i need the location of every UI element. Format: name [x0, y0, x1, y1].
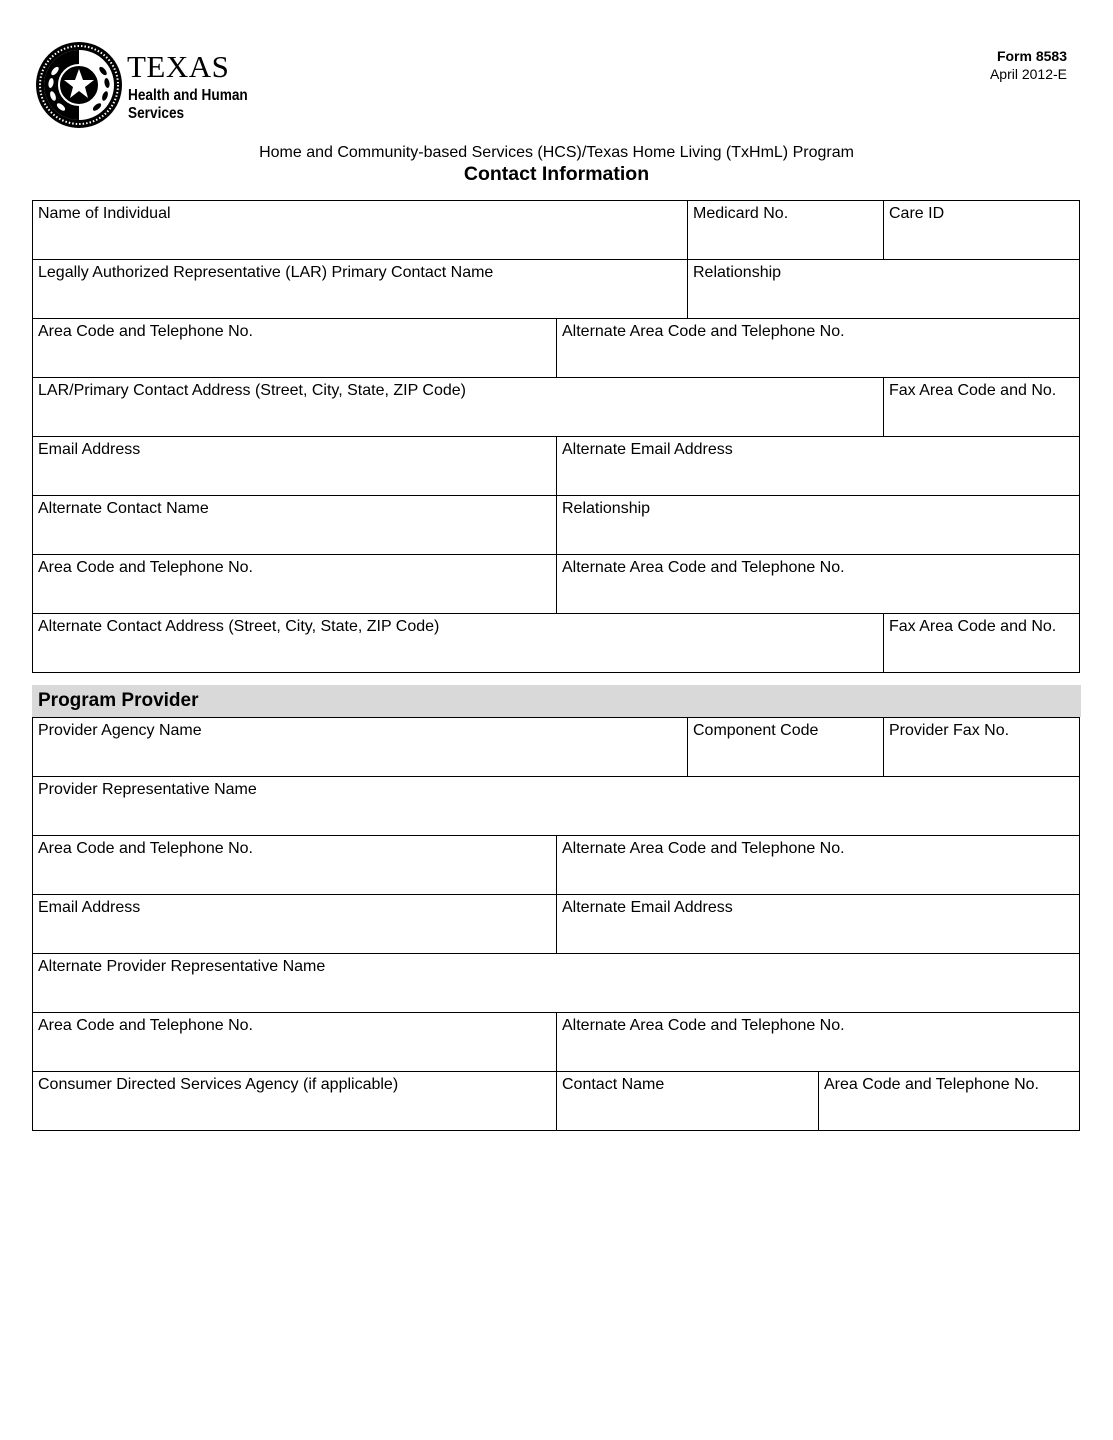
field-lar-primary-contact-name[interactable]: Legally Authorized Representative (LAR) Primary Contact Name: [32, 260, 687, 318]
field-provider-email[interactable]: Email Address: [32, 895, 556, 953]
field-provider-alt-email[interactable]: Alternate Email Address: [556, 895, 1080, 953]
field-provider-alt-telephone[interactable]: Alternate Area Code and Telephone No.: [556, 836, 1080, 894]
field-alt-provider-representative-name[interactable]: Alternate Provider Representative Name: [32, 954, 1080, 1012]
field-alt-contact-relationship[interactable]: Relationship: [556, 496, 1080, 554]
field-cds-agency[interactable]: Consumer Directed Services Agency (if applicable): [32, 1072, 556, 1130]
field-alt-contact-address[interactable]: Alternate Contact Address (Street, City, State, ZIP Code): [32, 614, 883, 672]
table-row: [32, 718, 1080, 777]
field-alt-contact-alt-telephone[interactable]: Alternate Area Code and Telephone No.: [556, 555, 1080, 613]
field-provider-representative-name[interactable]: Provider Representative Name: [32, 777, 1080, 835]
agency-logo: [35, 41, 265, 131]
field-lar-address[interactable]: LAR/Primary Contact Address (Street, City, State, ZIP Code): [32, 378, 883, 436]
program-name: Home and Community-based Services (HCS)/Texas Home Living (TxHmL) Program: [259, 144, 854, 161]
field-lar-telephone[interactable]: Area Code and Telephone No.: [32, 319, 556, 377]
field-cds-contact-name[interactable]: Contact Name: [556, 1072, 818, 1130]
field-alt-provider-telephone[interactable]: Area Code and Telephone No.: [32, 1013, 556, 1071]
table-row: [32, 836, 1080, 895]
field-cds-telephone[interactable]: Area Code and Telephone No.: [818, 1072, 1080, 1130]
table-row: [32, 201, 1080, 260]
form-date: April 2012-E: [989, 66, 1067, 82]
field-lar-alt-email[interactable]: Alternate Email Address: [556, 437, 1080, 495]
table-row: [32, 496, 1080, 555]
table-row: [32, 555, 1080, 614]
contact-info-table: [32, 200, 1080, 673]
logo-line-3: Services: [128, 105, 185, 122]
field-lar-email[interactable]: Email Address: [32, 437, 556, 495]
form-number: Form 8583: [996, 48, 1067, 64]
table-row: [32, 954, 1080, 1013]
table-row: [32, 319, 1080, 378]
field-lar-alt-telephone[interactable]: Alternate Area Code and Telephone No.: [556, 319, 1080, 377]
form-identifier: [990, 47, 1067, 83]
section-heading-program-provider: Program Provider: [32, 685, 1081, 717]
table-row: [32, 378, 1080, 437]
field-component-code[interactable]: Component Code: [687, 718, 883, 776]
field-alt-contact-name[interactable]: Alternate Contact Name: [32, 496, 556, 554]
field-lar-fax[interactable]: Fax Area Code and No.: [883, 378, 1080, 436]
table-row: [32, 614, 1080, 673]
table-row: [32, 437, 1080, 496]
field-provider-fax[interactable]: Provider Fax No.: [883, 718, 1080, 776]
texas-seal-icon: [35, 41, 123, 129]
table-row: [32, 1072, 1080, 1131]
field-provider-telephone[interactable]: Area Code and Telephone No.: [32, 836, 556, 894]
logo-texas-text: TEXAS: [127, 49, 230, 84]
table-row: [32, 1013, 1080, 1072]
field-care-id[interactable]: Care ID: [883, 201, 1080, 259]
program-provider-table: [32, 717, 1080, 1131]
field-lar-relationship[interactable]: Relationship: [687, 260, 1080, 318]
field-name-of-individual[interactable]: Name of Individual: [32, 201, 687, 259]
field-alt-contact-telephone[interactable]: Area Code and Telephone No.: [32, 555, 556, 613]
field-medicard-no[interactable]: Medicard No.: [687, 201, 883, 259]
page-title: Contact Information: [463, 163, 650, 185]
field-alt-provider-alt-telephone[interactable]: Alternate Area Code and Telephone No.: [556, 1013, 1080, 1071]
logo-agency-text: [128, 87, 248, 123]
table-row: [32, 260, 1080, 319]
table-row: [32, 895, 1080, 954]
table-row: [32, 777, 1080, 836]
field-provider-agency-name[interactable]: Provider Agency Name: [32, 718, 687, 776]
logo-line-2: Health and Human: [128, 87, 248, 104]
field-alt-contact-fax[interactable]: Fax Area Code and No.: [883, 614, 1080, 672]
